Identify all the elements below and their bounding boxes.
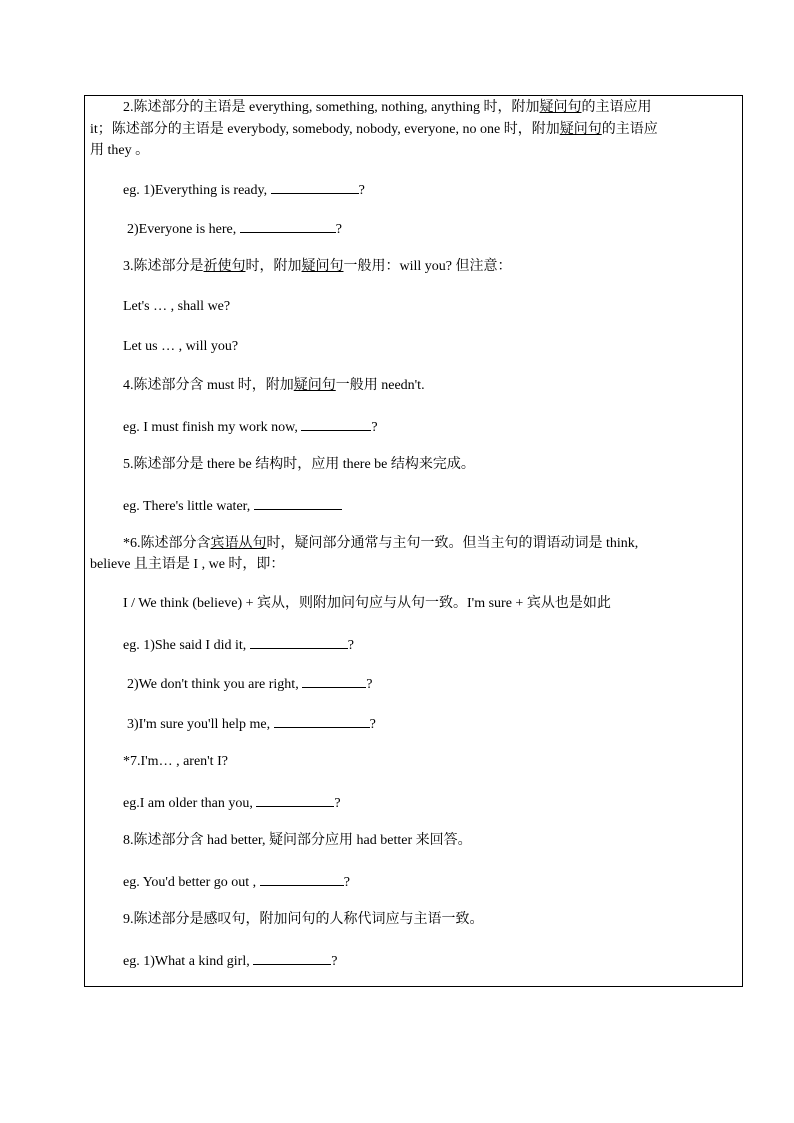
question-mark: ? [371, 420, 378, 435]
item-2-line-1 [123, 98, 651, 118]
item-6-example-1 [123, 634, 354, 656]
answer-blank[interactable] [302, 673, 366, 688]
item-3-text-b: 时，附加 [245, 259, 302, 274]
item-4-example [123, 416, 378, 438]
question-mark: ? [335, 222, 342, 237]
question-mark: ? [343, 875, 350, 890]
question-mark: ? [369, 717, 376, 732]
item-2-text-d: 的主语应 [601, 122, 658, 137]
item-6-line-2: believe 且主语是 I , we 时，即： [90, 557, 285, 572]
item-4-underlined-term: 疑问句 [293, 378, 336, 393]
answer-blank[interactable] [256, 792, 334, 807]
item-2-underlined-term: 疑问句 [539, 100, 582, 115]
item-6-text-a: *6.陈述部分含 [123, 536, 211, 551]
item-3-text-c: 一般用：will you? 但注意： [343, 259, 512, 274]
item-6-text-b: 时，疑问部分通常与主句一致。但当主句的谓语动词是 think, [266, 536, 639, 551]
item-4-heading [123, 376, 425, 396]
item-9-example [123, 950, 337, 972]
item-8-heading: 8.陈述部分含 had better, 疑问部分应用 had better 来回答。 [123, 833, 472, 848]
item-2-line-3: 用 they 。 [90, 143, 150, 158]
question-mark: ? [366, 677, 373, 692]
question-mark: ? [347, 638, 354, 653]
item-8-example [123, 871, 350, 893]
question-mark: ? [334, 796, 341, 811]
answer-blank[interactable] [260, 871, 344, 886]
item-4-text-b: 一般用 needn't. [335, 378, 425, 393]
example-text: eg.I am older than you, [123, 796, 253, 811]
item-6-example-3 [127, 713, 376, 735]
item-2-example-1 [123, 179, 365, 201]
item-2-example-2 [127, 218, 342, 240]
answer-blank[interactable] [253, 950, 331, 965]
item-3-example-2: Let us … , will you? [123, 339, 239, 354]
item-5-heading: 5.陈述部分是 there be 结构时，应用 there be 结构来完成。 [123, 457, 475, 472]
item-4-text-a: 4.陈述部分含 must 时，附加 [123, 378, 294, 393]
example-text: eg. 1)What a kind girl, [123, 954, 250, 969]
answer-blank[interactable] [250, 634, 348, 649]
item-7-example [123, 792, 341, 814]
example-text: eg. 1)She said I did it, [123, 638, 247, 653]
item-2-line-2 [90, 120, 658, 140]
example-text: 2)Everyone is here, [127, 222, 237, 237]
answer-blank[interactable] [254, 495, 342, 510]
item-6-rule: I / We think (believe) + 宾从，则附加问句应与从句一致。I'm sure + 宾从也是如此 [123, 596, 611, 611]
item-3-example-1: Let's … , shall we? [123, 299, 231, 314]
item-7-heading: *7.I'm… , aren't I? [123, 754, 228, 769]
item-3-text-a: 3.陈述部分是 [123, 259, 204, 274]
item-3-underlined-term: 祈使句 [203, 259, 246, 274]
item-6-underlined-term: 宾语从句 [210, 536, 267, 551]
answer-blank[interactable] [240, 218, 336, 233]
question-mark: ? [331, 954, 338, 969]
item-6-line-1 [123, 534, 638, 554]
answer-blank[interactable] [271, 179, 359, 194]
item-2-text-b: 的主语应用 [581, 100, 652, 115]
item-6-example-2 [127, 673, 372, 695]
answer-blank[interactable] [274, 713, 370, 728]
example-text: 3)I'm sure you'll help me, [127, 717, 271, 732]
item-3-underlined-term-2: 疑问句 [301, 259, 344, 274]
item-3-heading [123, 257, 512, 277]
example-text: eg. 1)Everything is ready, [123, 183, 268, 198]
example-text: eg. There's little water, [123, 499, 251, 514]
item-2-underlined-term-2: 疑问句 [559, 122, 602, 137]
example-text: eg. You'd better go out , [123, 875, 257, 890]
answer-blank[interactable] [301, 416, 371, 431]
example-text: eg. I must finish my work now, [123, 420, 298, 435]
item-2-text-c: it；陈述部分的主语是 everybody, somebody, nobody, everyone, no one 时，附加 [90, 122, 560, 137]
example-text: 2)We don't think you are right, [127, 677, 299, 692]
item-9-heading: 9.陈述部分是感叹句，附加问句的人称代词应与主语一致。 [123, 912, 484, 927]
item-5-example [123, 495, 342, 517]
item-2-text-a: 2.陈述部分的主语是 everything, something, nothing, anything 时，附加 [123, 100, 540, 115]
question-mark: ? [358, 183, 365, 198]
